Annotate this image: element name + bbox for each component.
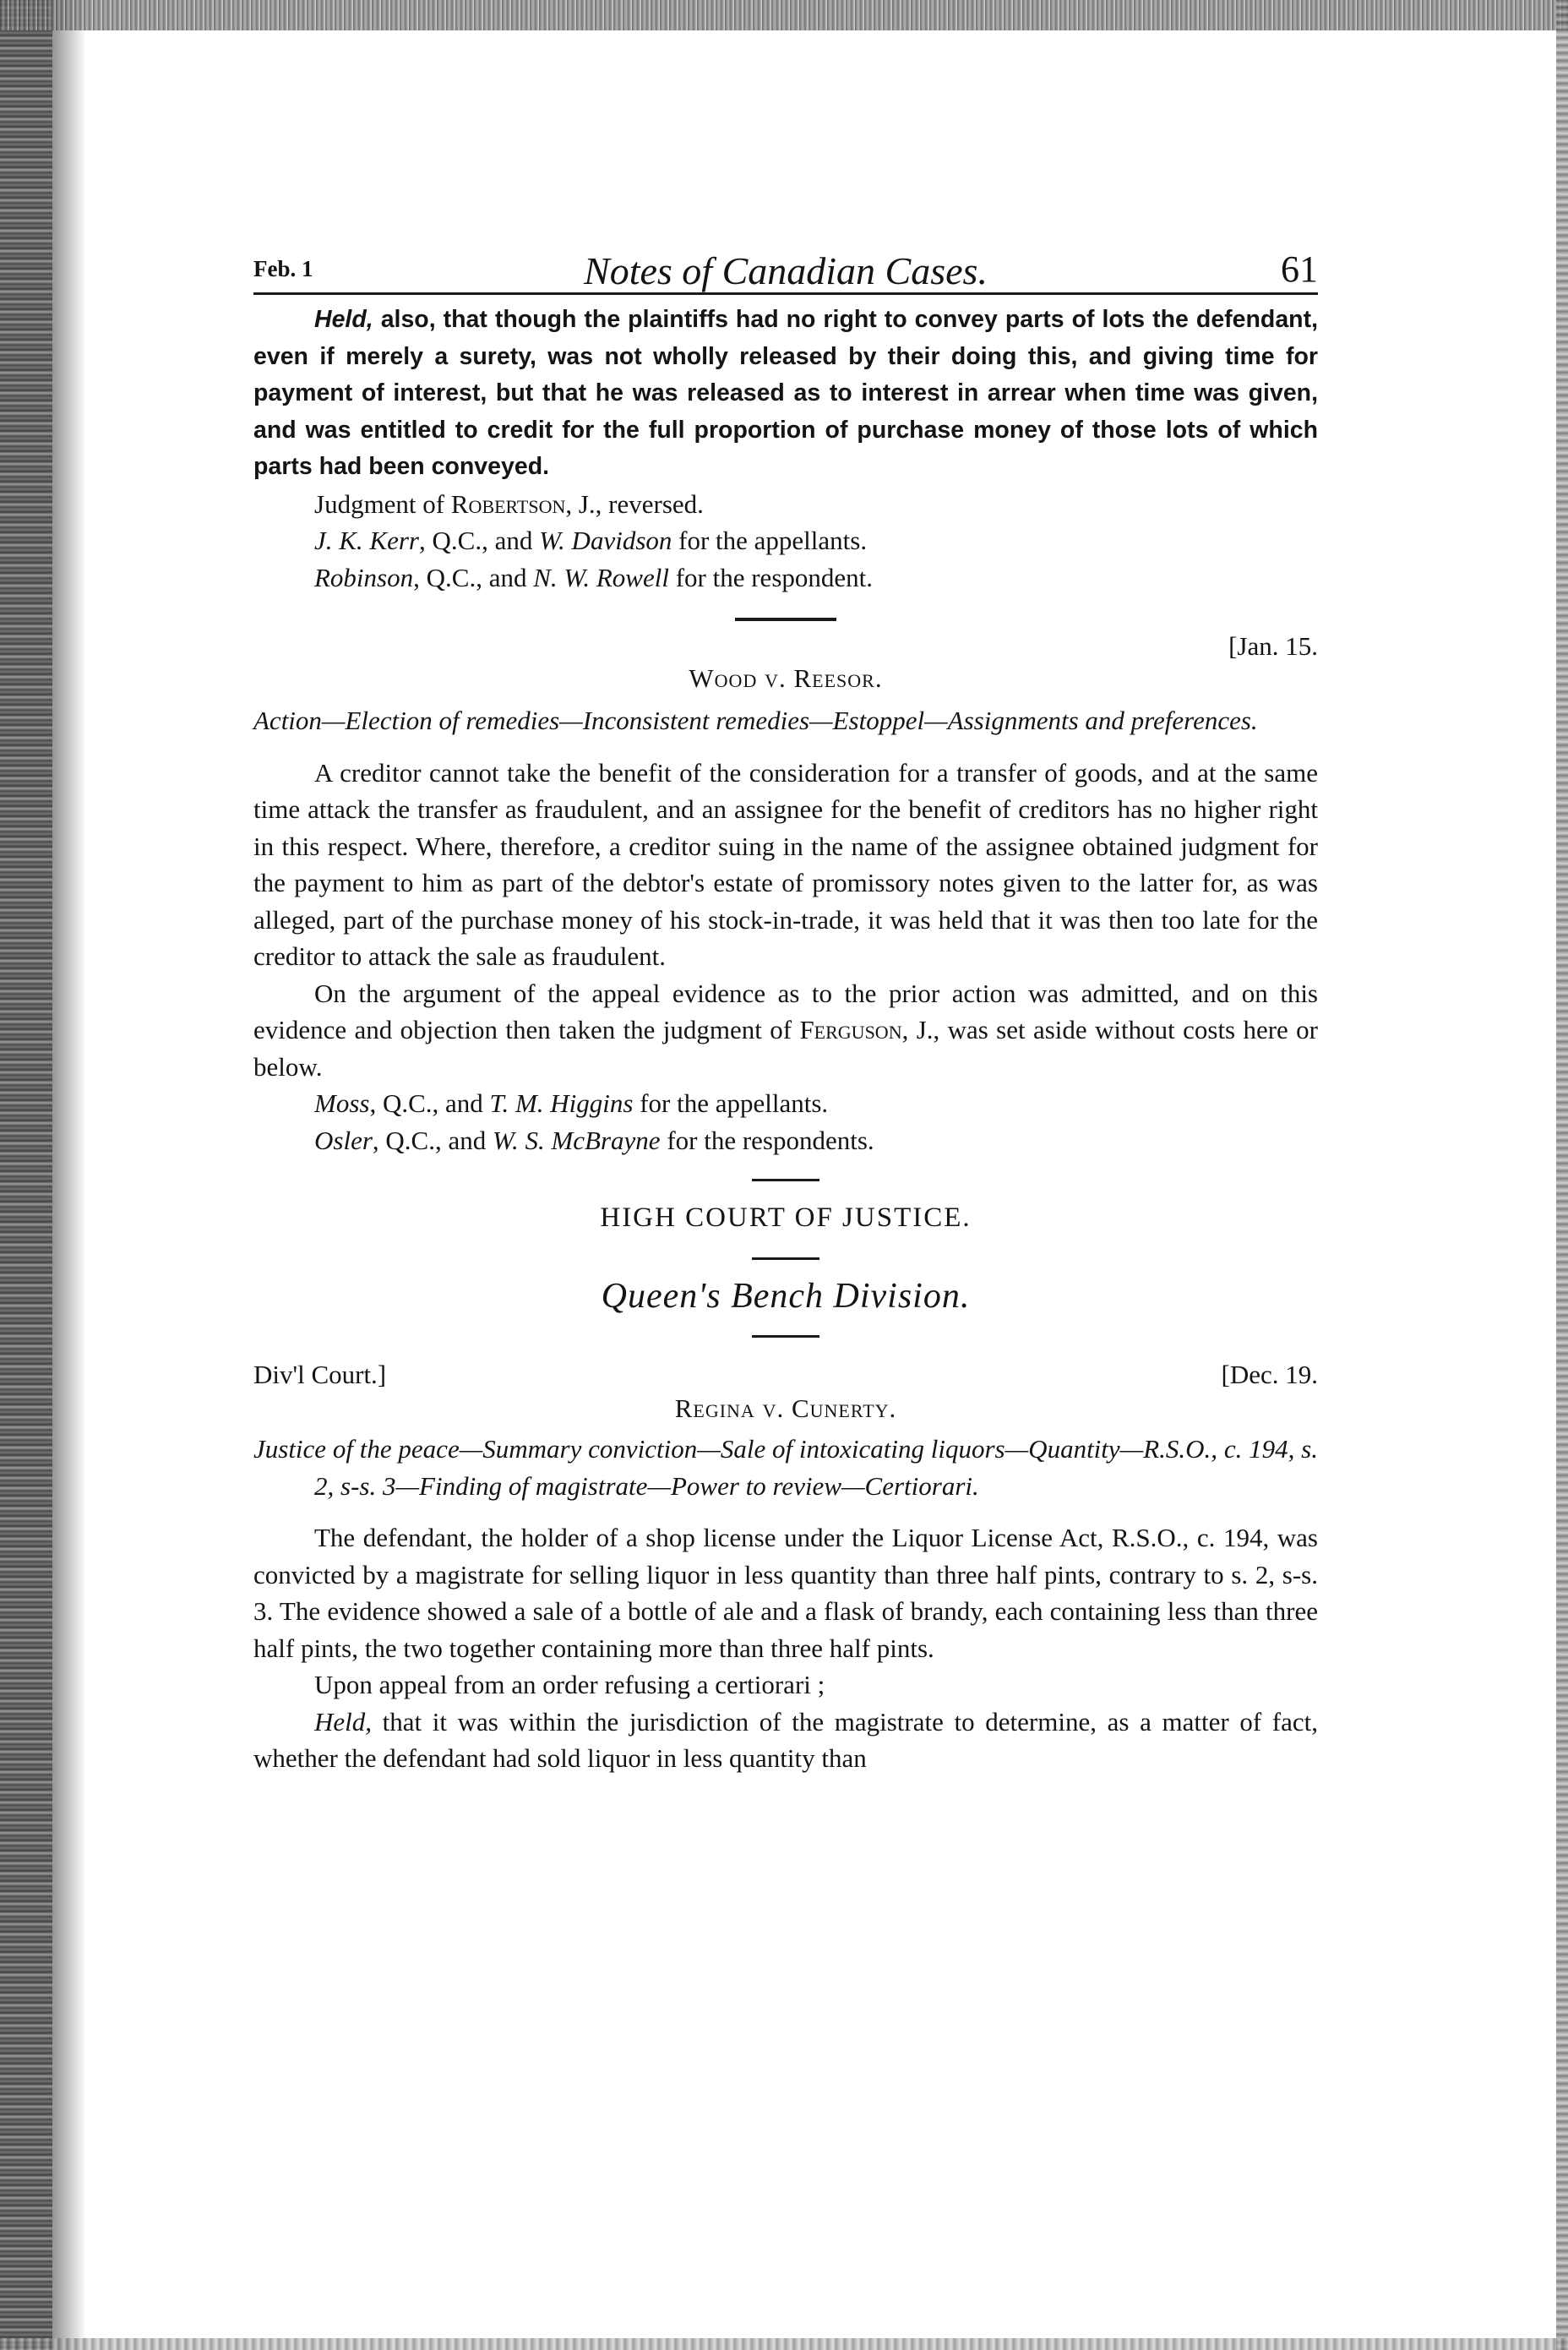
running-head-title: Notes of Canadian Cases.	[584, 248, 988, 292]
running-head-date: Feb. 1	[253, 255, 313, 281]
counsel-joiner: , Q.C., and	[413, 562, 534, 592]
counsel-joiner: , Q.C., and	[372, 1125, 493, 1155]
section-divider	[752, 1179, 819, 1181]
case-paragraph: The defendant, the holder of a shop license under the Liquor License Act, R.S.O., c. 194, was convicted by a magistrate for selling liquor in less quantity than three half pints, contrary to s. 2, s-s. 3. The evidence showed a sale of a bottle of ale and a flask of brandy, each containing less than three half pints, the two together containing more than three half pints.	[253, 1523, 1318, 1663]
counsel-name: W. Davidson	[539, 526, 672, 555]
counsel-line	[253, 559, 1318, 597]
counsel-role: for the respondent.	[668, 562, 874, 592]
scan-edge-top	[0, 0, 1568, 30]
court-label: Div'l Court.]	[253, 1360, 387, 1389]
case-title: Wood v. Reesor.	[689, 663, 883, 693]
held-text: that it was within the jurisdiction of the magistrate to determine, as a matter of fact, whether the defendant had sold liquor in less quantity than	[253, 1706, 1318, 1773]
case-headnote: Action—Election of remedies—Inconsistent remedies—Estoppel—Assignments and preferences.	[253, 706, 1258, 735]
counsel-name: T. M. Higgins	[489, 1088, 634, 1118]
scan-edge-bottom	[0, 2338, 1568, 2350]
counsel-name: W. S. McBrayne	[492, 1125, 661, 1155]
held-label: Held,	[314, 306, 373, 333]
case-header	[253, 1356, 1318, 1431]
judge-name: Ferguson	[799, 1015, 902, 1044]
case-header	[253, 628, 1318, 702]
counsel-joiner: , Q.C., and	[369, 1088, 490, 1118]
case-headnote: Justice of the peace—Summary conviction—Sale of intoxicating liquors—Quantity—R.S.O., c. 194, s. 2, s-s. 3—Finding of magistrate—Power to review—Certiorari.	[253, 1434, 1318, 1501]
held-text: also, that though the plaintiffs had no right to convey parts of lots the defendant, even if merely a surety, was not wholly released by their doing this, and giving time for payment of interest, but that he was released as to interest in arrear when time was given, and was entitled to credit for the full proportion of purchase money of those lots of which parts had been conveyed.	[253, 306, 1318, 480]
counsel-role: for the appellants.	[633, 1088, 829, 1118]
counsel-role: for the appellants.	[672, 526, 868, 555]
running-head	[253, 237, 1318, 295]
section-divider	[752, 1335, 819, 1338]
held-paragraph	[253, 302, 1318, 486]
counsel-name: Osler	[314, 1125, 373, 1155]
case-paragraph: Upon appeal from an order refusing a certiorari ;	[314, 1670, 825, 1699]
court-heading: HIGH COURT OF JUSTICE.	[600, 1202, 972, 1233]
judgment-suffix: , J., reversed.	[565, 488, 704, 519]
paragraph-text: On the argument of the appeal evidence as to the prior action was admitted, and on this evidence and objection then taken the judgment of	[253, 978, 1318, 1044]
judge-name: Robertson	[450, 488, 566, 519]
paragraph-text: , J., was set aside without costs here or below.	[253, 1015, 1318, 1082]
counsel-role: for the respondents.	[660, 1125, 874, 1155]
section-divider	[752, 1257, 819, 1260]
section-divider	[735, 618, 836, 621]
counsel-joiner: , Q.C., and	[419, 526, 540, 555]
case-date: [Dec. 19.	[1221, 1360, 1318, 1389]
scan-edge-right	[1556, 0, 1568, 2350]
scan-shadow-left	[52, 0, 86, 2350]
division-heading: Queen's Bench Division.	[601, 1276, 971, 1316]
judgment-prefix: Judgment of	[314, 488, 451, 519]
counsel-name: Moss	[314, 1088, 370, 1118]
counsel-name: Robinson	[314, 562, 414, 592]
counsel-line	[253, 522, 1318, 559]
judgment-line	[253, 486, 1318, 523]
page-content	[253, 237, 1318, 1777]
case-paragraph	[253, 975, 1318, 1086]
counsel-line	[253, 1085, 1318, 1122]
counsel-name: N. W. Rowell	[533, 562, 669, 592]
case-paragraph: A creditor cannot take the benefit of the consideration for a transfer of goods, and at the same time attack the transfer as fraudulent, and an assignee for the benefit of creditors has no higher right in this respect. Where, therefore, a creditor suing in the name of the assignee obtained judgment for the payment to him as part of the debtor's estate of promissory notes given to the latter for, as was alleged, part of the purchase money of his stock-in-trade, it was held that it was then too late for the creditor to attack the sale as fraudulent.	[253, 757, 1318, 971]
held-label: Held,	[314, 1706, 373, 1737]
counsel-line	[253, 1122, 1318, 1159]
counsel-name: J. K. Kerr	[314, 526, 419, 555]
case-paragraph	[253, 1704, 1318, 1777]
case-date: [Jan. 15.	[1228, 631, 1318, 661]
scan-edge-left	[0, 0, 52, 2350]
page-number: 61	[1281, 248, 1318, 290]
case-continuation	[253, 302, 1318, 486]
case-title: Regina v. Cunerty.	[674, 1393, 897, 1423]
